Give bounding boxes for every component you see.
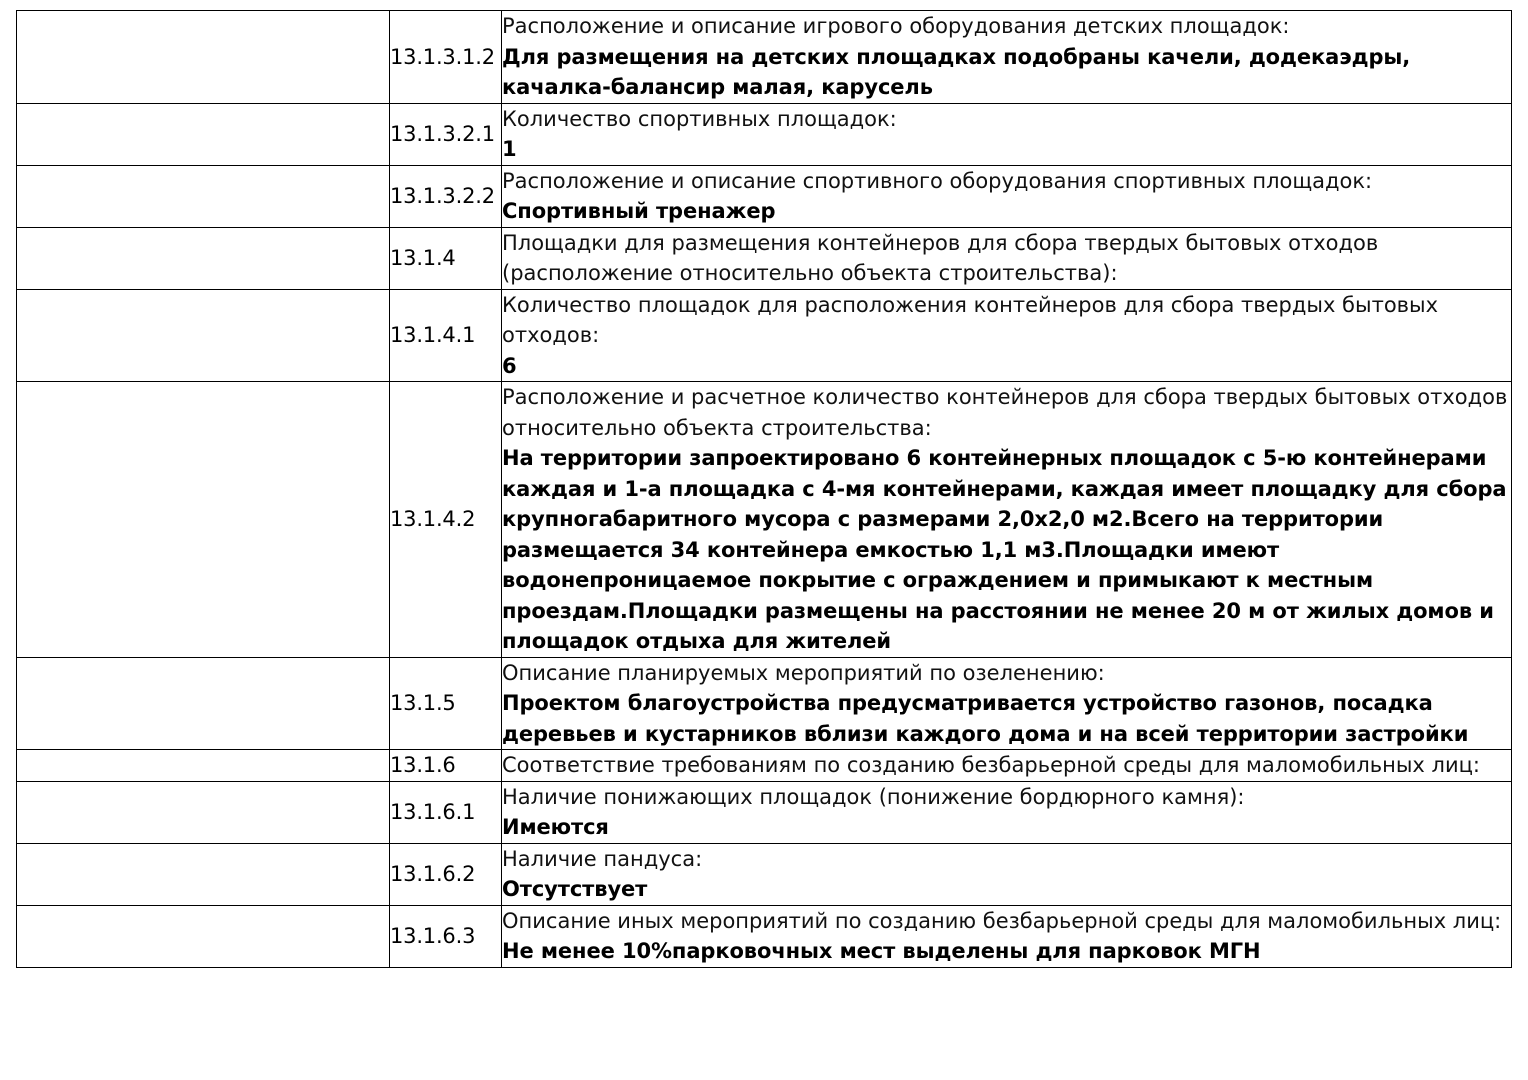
section-code: 13.1.4.2 xyxy=(390,382,502,658)
field-label: Расположение и расчетное количество контейнеров для сбора твердых бытовых отходов относительно объекта строительства: xyxy=(502,385,1508,440)
field-value: 1 xyxy=(502,137,517,161)
section-code: 13.1.6 xyxy=(390,750,502,782)
field-value: Не менее 10%парковочных мест выделены для парковок МГН xyxy=(502,939,1261,963)
table-row xyxy=(17,227,1512,289)
table-row xyxy=(17,289,1512,382)
field-label: Количество площадок для расположения контейнеров для сбора твердых бытовых отходов: xyxy=(502,292,1439,347)
section-code: 13.1.4 xyxy=(390,227,502,289)
field-label: Соответствие требованиям по созданию безбарьерной среды для маломобильных лиц: xyxy=(502,753,1480,777)
empty-cell xyxy=(17,905,390,967)
section-code: 13.1.4.1 xyxy=(390,289,502,382)
field-value: Проектом благоустройства предусматривается устройство газонов, посадка деревьев и кустарников вблизи каждого дома и на всей территории застройки xyxy=(502,691,1469,746)
description-cell xyxy=(502,382,1512,658)
section-code: 13.1.6.1 xyxy=(390,781,502,843)
empty-cell xyxy=(17,289,390,382)
field-label: Площадки для размещения контейнеров для сбора твердых бытовых отходов (расположение относительно объекта строительства): xyxy=(502,230,1379,285)
description-cell xyxy=(502,227,1512,289)
table-row xyxy=(17,843,1512,905)
empty-cell xyxy=(17,11,390,104)
empty-cell xyxy=(17,750,390,782)
table-row xyxy=(17,657,1512,750)
section-code: 13.1.3.2.1 xyxy=(390,103,502,165)
table-row xyxy=(17,750,1512,782)
empty-cell xyxy=(17,382,390,658)
table-row xyxy=(17,11,1512,104)
table-row xyxy=(17,103,1512,165)
description-cell xyxy=(502,11,1512,104)
field-value: Спортивный тренажер xyxy=(502,199,776,223)
empty-cell xyxy=(17,843,390,905)
field-label: Количество спортивных площадок: xyxy=(502,106,897,131)
field-label: Наличие понижающих площадок (понижение бордюрного камня): xyxy=(502,784,1245,809)
empty-cell xyxy=(17,781,390,843)
field-label: Описание иных мероприятий по созданию безбарьерной среды для маломобильных лиц: xyxy=(502,908,1502,933)
field-label: Наличие пандуса: xyxy=(502,846,703,871)
field-label: Расположение и описание спортивного оборудования спортивных площадок: xyxy=(502,168,1373,193)
empty-cell xyxy=(17,657,390,750)
description-cell xyxy=(502,289,1512,382)
description-cell xyxy=(502,103,1512,165)
field-value: Отсутствует xyxy=(502,877,648,901)
section-code: 13.1.6.2 xyxy=(390,843,502,905)
table-row xyxy=(17,781,1512,843)
field-value: Имеются xyxy=(502,815,609,839)
description-cell xyxy=(502,750,1512,782)
empty-cell xyxy=(17,227,390,289)
section-code: 13.1.5 xyxy=(390,657,502,750)
field-value: Для размещения на детских площадках подобраны качели, додекаэдры, качалка-балансир малая, карусель xyxy=(502,44,1411,99)
field-label: Расположение и описание игрового оборудования детских площадок: xyxy=(502,14,1290,38)
field-label: Описание планируемых мероприятий по озеленению: xyxy=(502,660,1105,685)
declaration-table xyxy=(16,10,1512,968)
field-value: 6 xyxy=(502,353,517,378)
empty-cell xyxy=(17,165,390,227)
empty-cell xyxy=(17,103,390,165)
field-value: На территории запроектировано 6 контейнерных площадок с 5-ю контейнерами каждая и 1-а площадка с 4-мя контейнерами, каждая имеет площадку для сбора крупногабаритного мусора с размерами 2,0х2,0 м2.Всего на территории размещается 34 контейнера емкостью 1,1 м3.Площадки имеют водонепроницаемое покрытие с ограждением и примыкают к местным проездам.Площадки размещены на расстоянии не менее 20 м от жилых домов и площадок отдыха для жителей xyxy=(502,446,1507,653)
description-cell xyxy=(502,657,1512,750)
description-cell xyxy=(502,165,1512,227)
table-row xyxy=(17,165,1512,227)
section-code: 13.1.3.2.2 xyxy=(390,165,502,227)
section-code: 13.1.3.1.2 xyxy=(390,11,502,104)
description-cell xyxy=(502,843,1512,905)
section-code: 13.1.6.3 xyxy=(390,905,502,967)
table-row xyxy=(17,382,1512,658)
description-cell xyxy=(502,781,1512,843)
description-cell xyxy=(502,905,1512,967)
table-row xyxy=(17,905,1512,967)
